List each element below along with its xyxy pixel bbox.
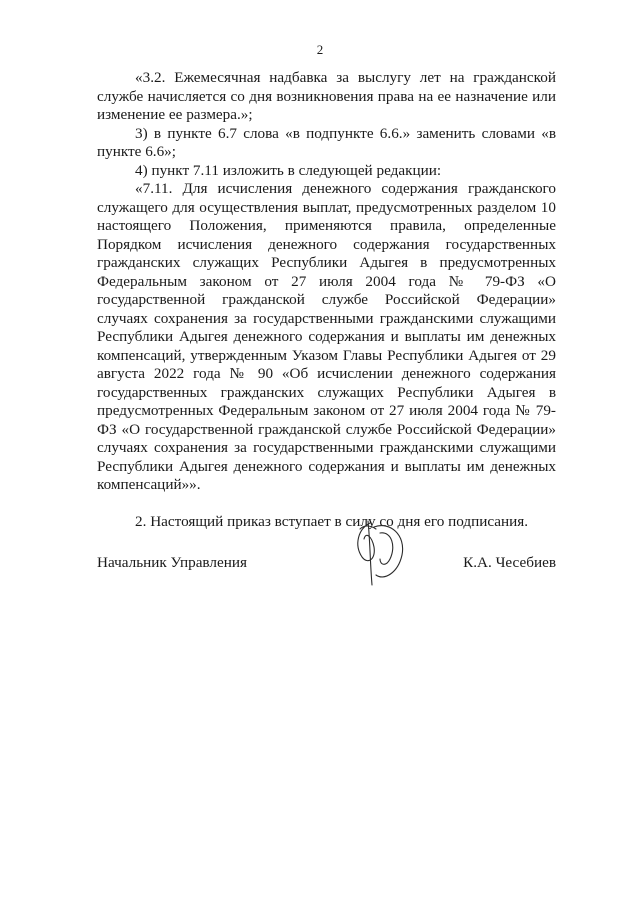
paragraph-effective-date: 2. Настоящий приказ вступает в силу со дня его подписания. [135, 512, 529, 530]
signer-name: К.А. Чесебиев [463, 554, 556, 571]
page-number: 2 [316, 42, 324, 57]
paragraph-item-3: 3) в пункте 6.7 слова «в подпункте 6.6.» заменить словами «в пункте 6.6»; [97, 124, 556, 160]
paragraph-item-4: 4) пункт 7.11 изложить в следующей редакции: [135, 161, 442, 179]
paragraph-3-2: «3.2. Ежемесячная надбавка за выслугу лет на гражданской службе начисляется со дня возникновения права на ее назначение или изменение ее размера.»; [97, 69, 556, 123]
paragraph-7-11: «7.11. Для исчисления денежного содержания гражданского служащего для осуществления выплат, предусмотренных разделом 10 настоящего Положения, применяются правила, определенные Порядком исчисления денежного содержания государственных гражданских служащих Республики Адыгея в предусмотренных Федеральным законом от 27 июля 2004 года № 79-ФЗ «О государственной гражданской службе Российской Федерации» случаях сохранения за государственными гражданскими служащими Республики Адыгея денежного содержания и выплаты им денежных компенсаций, утвержденным Указом Главы Республики Адыгея от 29 августа 2022 года № 90 «Об исчислении денежного содержания государственных гражданских служащих Республики Адыгея в предусмотренных Федеральным законом от 27 июля 2004 года № 79-ФЗ «О государственной гражданской службе Российской Федерации» случаях сохранения за государственными гражданскими служащими Республики Адыгея денежного содержания и выплаты им денежных компенсаций»». [97, 180, 556, 493]
handwritten-signature [340, 515, 416, 591]
signature-block [97, 554, 556, 574]
signer-position: Начальник Управления [97, 554, 247, 571]
document-body [97, 69, 556, 531]
